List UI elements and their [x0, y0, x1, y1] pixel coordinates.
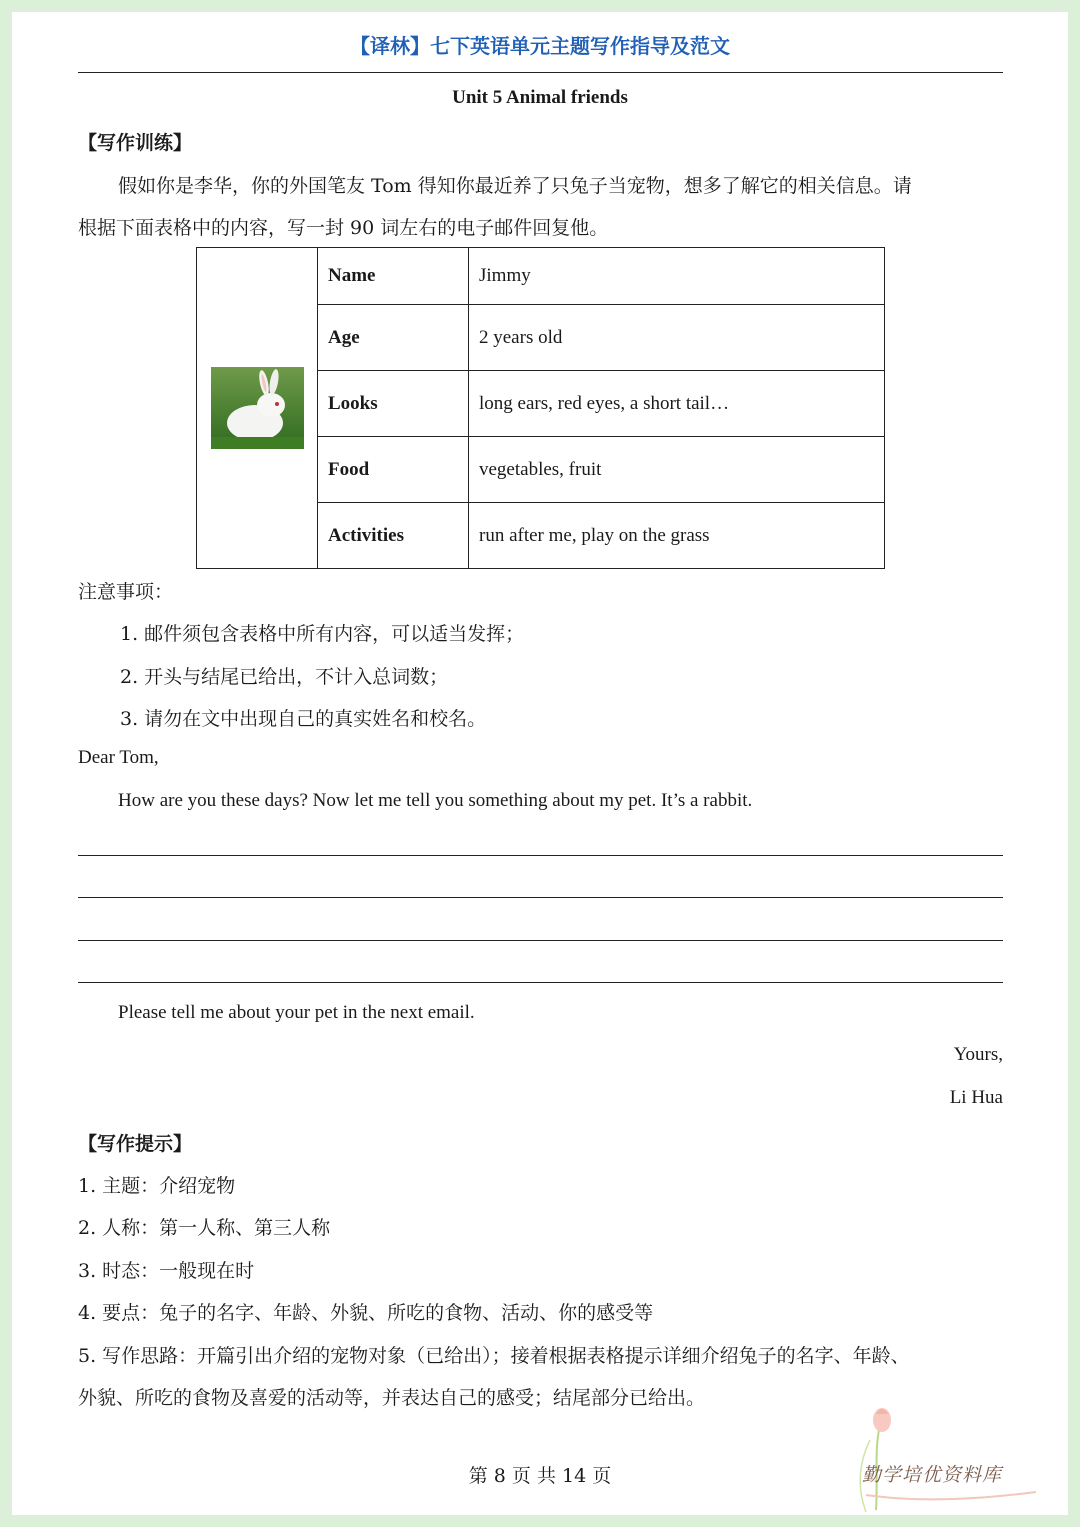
table-label: Food: [318, 437, 469, 503]
writing-training-heading: 【写作训练】: [78, 132, 193, 154]
note-item: 2. 开头与结尾已给出，不计入总词数；: [120, 666, 449, 688]
letter-opening: How are you these days? Now let me tell you something about my pet. It’s a rabbit.: [118, 790, 753, 811]
watermark-text: 勤学培优资料库: [862, 1464, 1003, 1486]
tip-item: 2. 人称：第一人称、第三人称: [78, 1217, 331, 1239]
prompt-line-1: 假如你是李华，你的外国笔友 Tom 得知你最近养了只兔子当宠物，想多了解它的相关信息。请: [118, 175, 912, 197]
table-value: Jimmy: [469, 248, 885, 305]
rabbit-photo: [211, 367, 304, 449]
writing-blank-line: [78, 855, 1003, 856]
note-item: 1. 邮件须包含表格中所有内容，可以适当发挥；: [120, 623, 525, 645]
prompt-line-2: 根据下面表格中的内容，写一封 90 词左右的电子邮件回复他。: [78, 217, 609, 239]
tip-item-continued: 外貌、所吃的食物及喜爱的活动等，并表达自己的感受；结尾部分已给出。: [78, 1387, 706, 1409]
writing-tips-heading: 【写作提示】: [78, 1133, 193, 1155]
table-value: vegetables, fruit: [469, 437, 885, 503]
note-item: 3. 请勿在文中出现自己的真实姓名和校名。: [120, 708, 487, 730]
table-value: long ears, red eyes, a short tail…: [469, 371, 885, 437]
table-label: Age: [318, 305, 469, 371]
document-header-title: 【译林】七下英语单元主题写作指导及范文: [350, 34, 730, 58]
letter-greeting: Dear Tom,: [78, 747, 159, 768]
unit-title: Unit 5 Animal friends: [452, 87, 628, 108]
letter-signature: Li Hua: [949, 1087, 1003, 1108]
letter-signoff: Yours,: [953, 1044, 1003, 1065]
tip-item: 3. 时态：一般现在时: [78, 1260, 255, 1282]
writing-blank-line: [78, 897, 1003, 898]
writing-blank-line: [78, 940, 1003, 941]
rabbit-image-cell: [197, 248, 318, 569]
header-divider: [78, 72, 1003, 73]
tip-item: 4. 要点：兔子的名字、年龄、外貌、所吃的食物、活动、你的感受等: [78, 1302, 654, 1324]
pet-info-table: [196, 247, 885, 569]
notes-heading: 注意事项：: [78, 581, 174, 603]
table-value: run after me, play on the grass: [469, 503, 885, 569]
tip-item: 1. 主题：介绍宠物: [78, 1175, 236, 1197]
tulip-logo-icon: [836, 1400, 1036, 1515]
tip-item: 5. 写作思路：开篇引出介绍的宠物对象（已给出）；接着根据表格提示详细介绍兔子的名字、年龄、: [78, 1345, 910, 1367]
table-label: Activities: [318, 503, 469, 569]
table-value: 2 years old: [469, 305, 885, 371]
page-number: 第 8 页 共 14 页: [468, 1465, 612, 1487]
table-label: Name: [318, 248, 469, 305]
letter-closing: Please tell me about your pet in the next email.: [118, 1002, 475, 1023]
table-label: Looks: [318, 371, 469, 437]
writing-blank-line: [78, 982, 1003, 983]
